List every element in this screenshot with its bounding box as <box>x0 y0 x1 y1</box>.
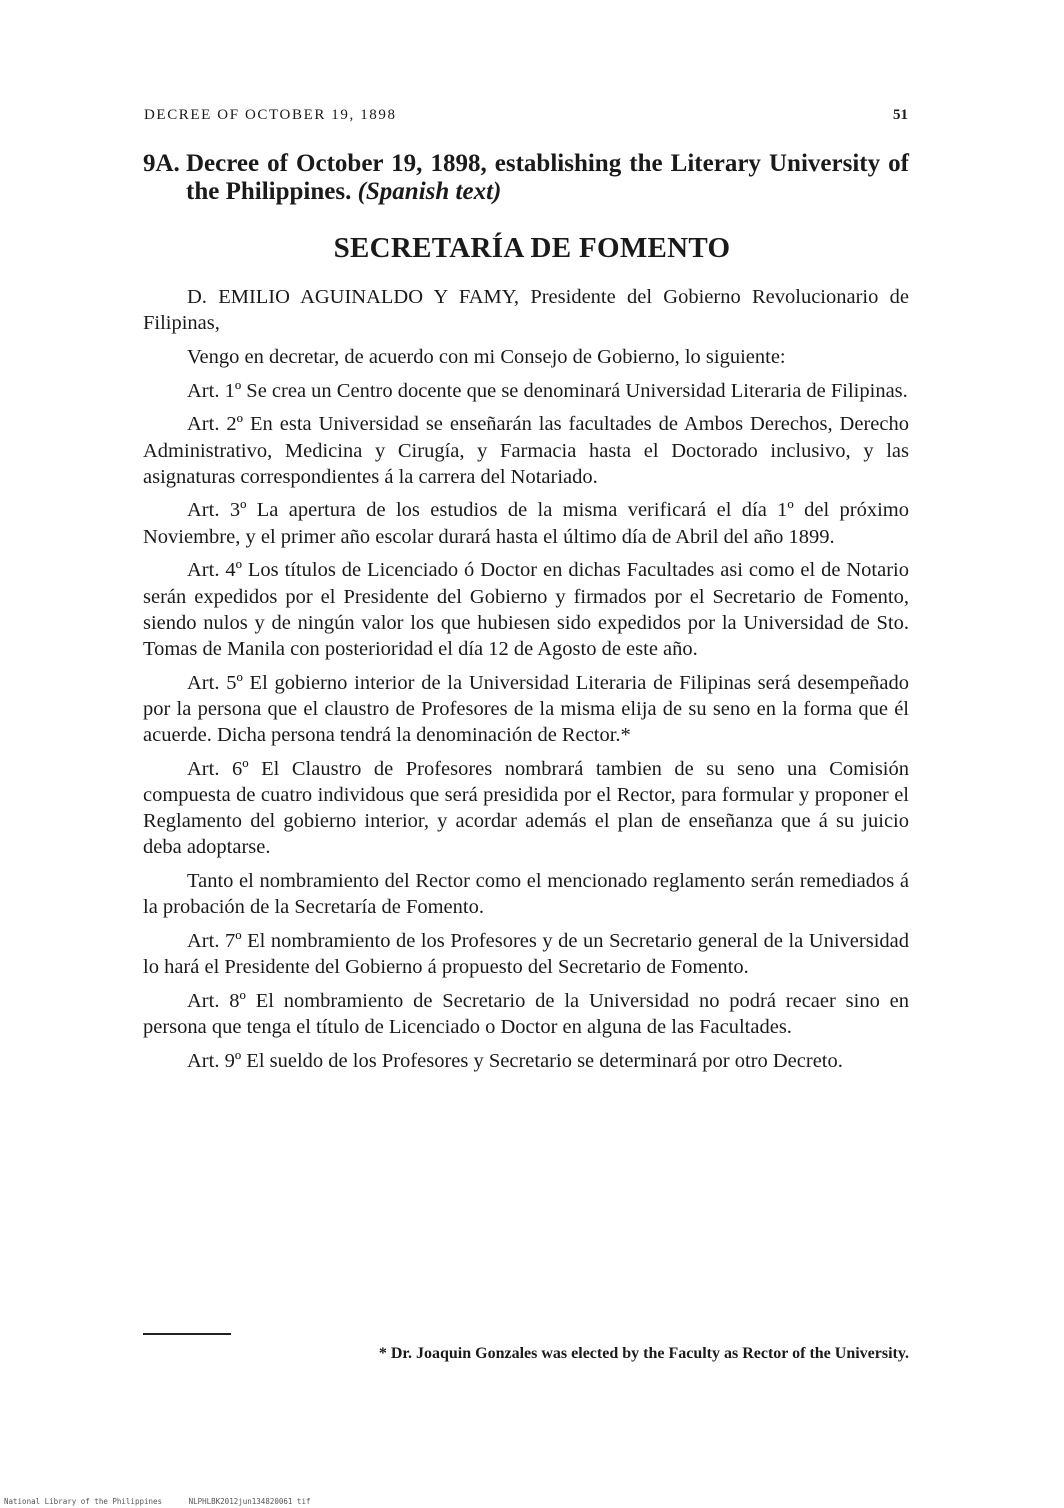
footnote-divider <box>143 1333 231 1335</box>
heading-text-block <box>186 150 909 206</box>
paragraph-article-9: Art. 9º El sueldo de los Profesores y Secretario se determinará por otro Decreto. <box>187 1049 843 1072</box>
section-title: SECRETARÍA DE FOMENTO <box>333 232 731 264</box>
scan-footer <box>4 1497 332 1506</box>
decree-body <box>143 284 909 1081</box>
paragraph-article-5: Art. 5º El gobierno interior de la Universidad Literaria de Filipinas será desempeñado por la persona que el claustro de Profesores de la misma elija de su seno en la forma que él acuerde. Dicha persona tendrá la denominación de Rector.* <box>143 671 909 747</box>
paragraph-article-3: Art. 3º La apertura de los estudios de la misma verificará el día 1º del próximo Noviembre, y el primer año escolar durará hasta el último día de Abril del año 1899. <box>143 499 909 548</box>
paragraph-article-7: Art. 7º El nombramiento de los Profesores y de un Secretario general de la Universidad lo hará el Presidente del Gobierno á propuesto del Secretario de Fomento. <box>143 929 909 979</box>
heading-parenthetical: (Spanish text) <box>357 178 502 205</box>
paragraph-article-1: Art. 1º Se crea un Centro docente que se denominará Universidad Literaria de Filipinas. <box>187 379 908 402</box>
page-number: 51 <box>893 107 908 123</box>
paragraph-article-2: Art. 2º En esta Universidad se enseñarán las facultades de Ambos Derechos, Derecho Administrativo, Medicina y Cirugía, y Farmacia hasta el Doctorado inclusivo, y las asignaturas correspondientes á la carrera del Notariado. <box>143 413 909 488</box>
running-head-title: DECREE OF OCTOBER 19, 1898 <box>144 107 397 123</box>
paragraph-preamble: D. EMILIO AGUINALDO Y FAMY, Presidente del Gobierno Revolucionario de Filipinas, <box>143 286 909 335</box>
footnote: * Dr. Joaquin Gonzales was elected by the Faculty as Rector of the University. <box>378 1345 909 1362</box>
document-heading <box>143 150 909 206</box>
paragraph-rector-note: Tanto el nombramiento del Rector como el mencionado reglamento serán remediados á la probación de la Secretaría de Fomento. <box>143 870 909 919</box>
paragraph-article-4: Art. 4º Los títulos de Licenciado ó Doctor en dichas Facultades asi como el de Notario serán expedidos por el Presidente del Gobierno y firmados por el Secretario de Fomento, siendo nulos y de ningún valor los que hubiesen sido expedidos por la Universidad de Sto. Tomas de Manila con posterioridad el día 12 de Agosto de este año. <box>143 559 909 660</box>
paragraph-decree: Vengo en decretar, de acuerdo con mi Consejo de Gobierno, lo siguiente: <box>187 345 786 368</box>
scan-library: National Library of the Philippines <box>4 1497 163 1506</box>
heading-text: Decree of October 19, 1898, establishing the Literary University of the Philippines. <box>186 150 909 205</box>
paragraph-article-6: Art. 6º El Claustro de Profesores nombrará tambien de su seno una Comisión compuesta de cuatro individous que será presidida por el Rector, para formular y proponer el Reglamento del gobierno interior, y acordar además el plan de enseñanza que á su juicio deba adoptarse. <box>143 757 909 859</box>
heading-number: 9A. <box>143 150 180 177</box>
scan-file-id: NLPHLBK2012jun134820061 tif <box>188 1497 311 1506</box>
running-head <box>144 107 908 124</box>
paragraph-article-8: Art. 8º El nombramiento de Secretario de la Universidad no podrá recaer sino en persona que tenga el título de Licenciado o Doctor en alguna de las Facultades. <box>143 989 909 1039</box>
